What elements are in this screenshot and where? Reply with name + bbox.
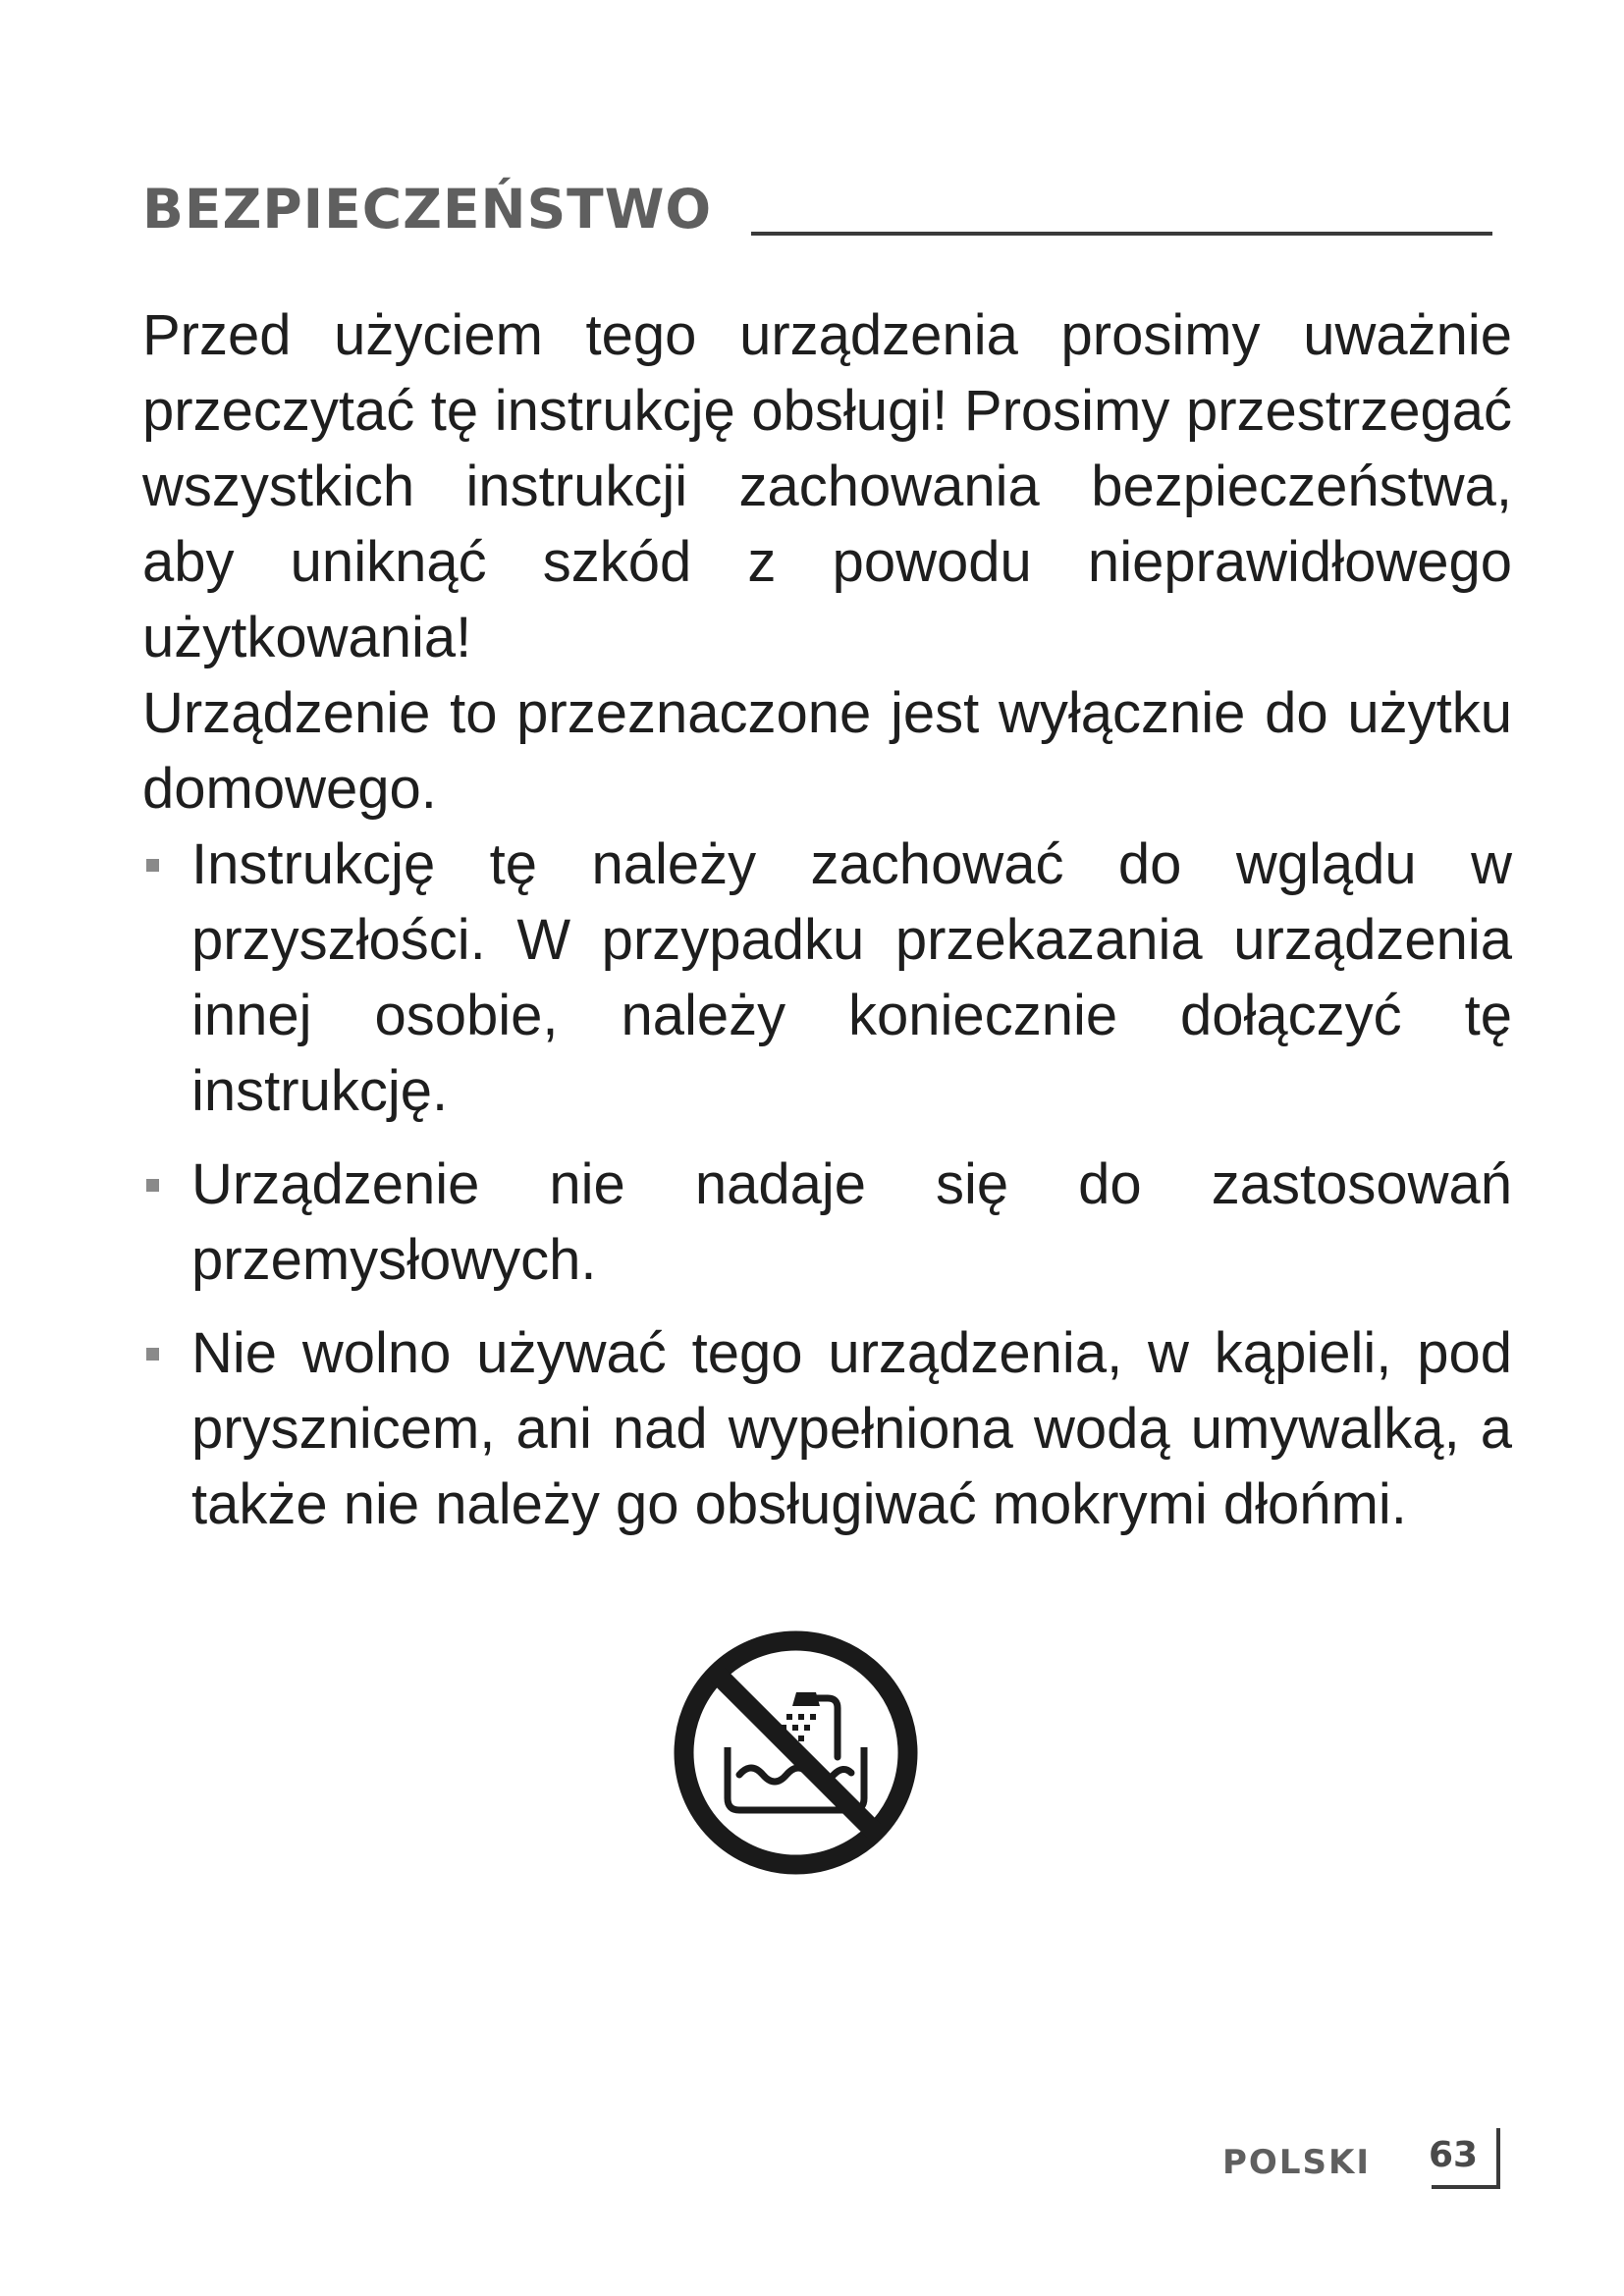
safety-content	[142, 297, 1512, 1542]
intro-paragraph: Przed użyciem tego urządzenia prosimy uważnie przeczytać tę instrukcję obsługi! Prosimy przestrzegać wszystkich instrukcji zachowania bezpieczeństwa, aby uniknąć szkód z powodu nieprawidłowego użytkowania!	[142, 303, 1512, 669]
square-bullet-icon	[146, 1348, 159, 1361]
page-number: 63	[1429, 2135, 1479, 2175]
footer-language: POLSKI	[1222, 2143, 1371, 2182]
square-bullet-icon	[146, 859, 159, 872]
square-bullet-icon	[146, 1179, 159, 1192]
shower-head	[792, 1692, 820, 1706]
bullet-text: Instrukcję tę należy zachować do wglądu w przyszłości. W przypadku przekazania urządzenia innej osobie, należy koniecznie dołączyć tę instrukcję.	[191, 832, 1512, 1123]
list-item	[142, 1315, 1512, 1542]
safety-bullet-list	[142, 827, 1512, 1542]
intro-paragraph-domestic: Urządzenie to przeznaczone jest wyłącznie do użytku domowego.	[142, 681, 1512, 821]
no-bath-shower-icon	[671, 1628, 921, 1878]
shower-pipe	[808, 1698, 838, 1757]
section-title-rule	[751, 232, 1492, 236]
section-title: BEZPIECZEŃSTWO	[142, 178, 713, 240]
section-header	[142, 175, 1492, 243]
bullet-text: Urządzenie nie nadaje się do zastosowań przemysłowych.	[191, 1152, 1512, 1292]
bullet-text: Nie wolno używać tego urządzenia, w kąpieli, pod prysznicem, ani nad wypełniona wodą umywalką, a także nie należy go obsługiwać mokrymi dłońmi.	[191, 1321, 1512, 1536]
list-item	[142, 827, 1512, 1129]
list-item	[142, 1147, 1512, 1298]
